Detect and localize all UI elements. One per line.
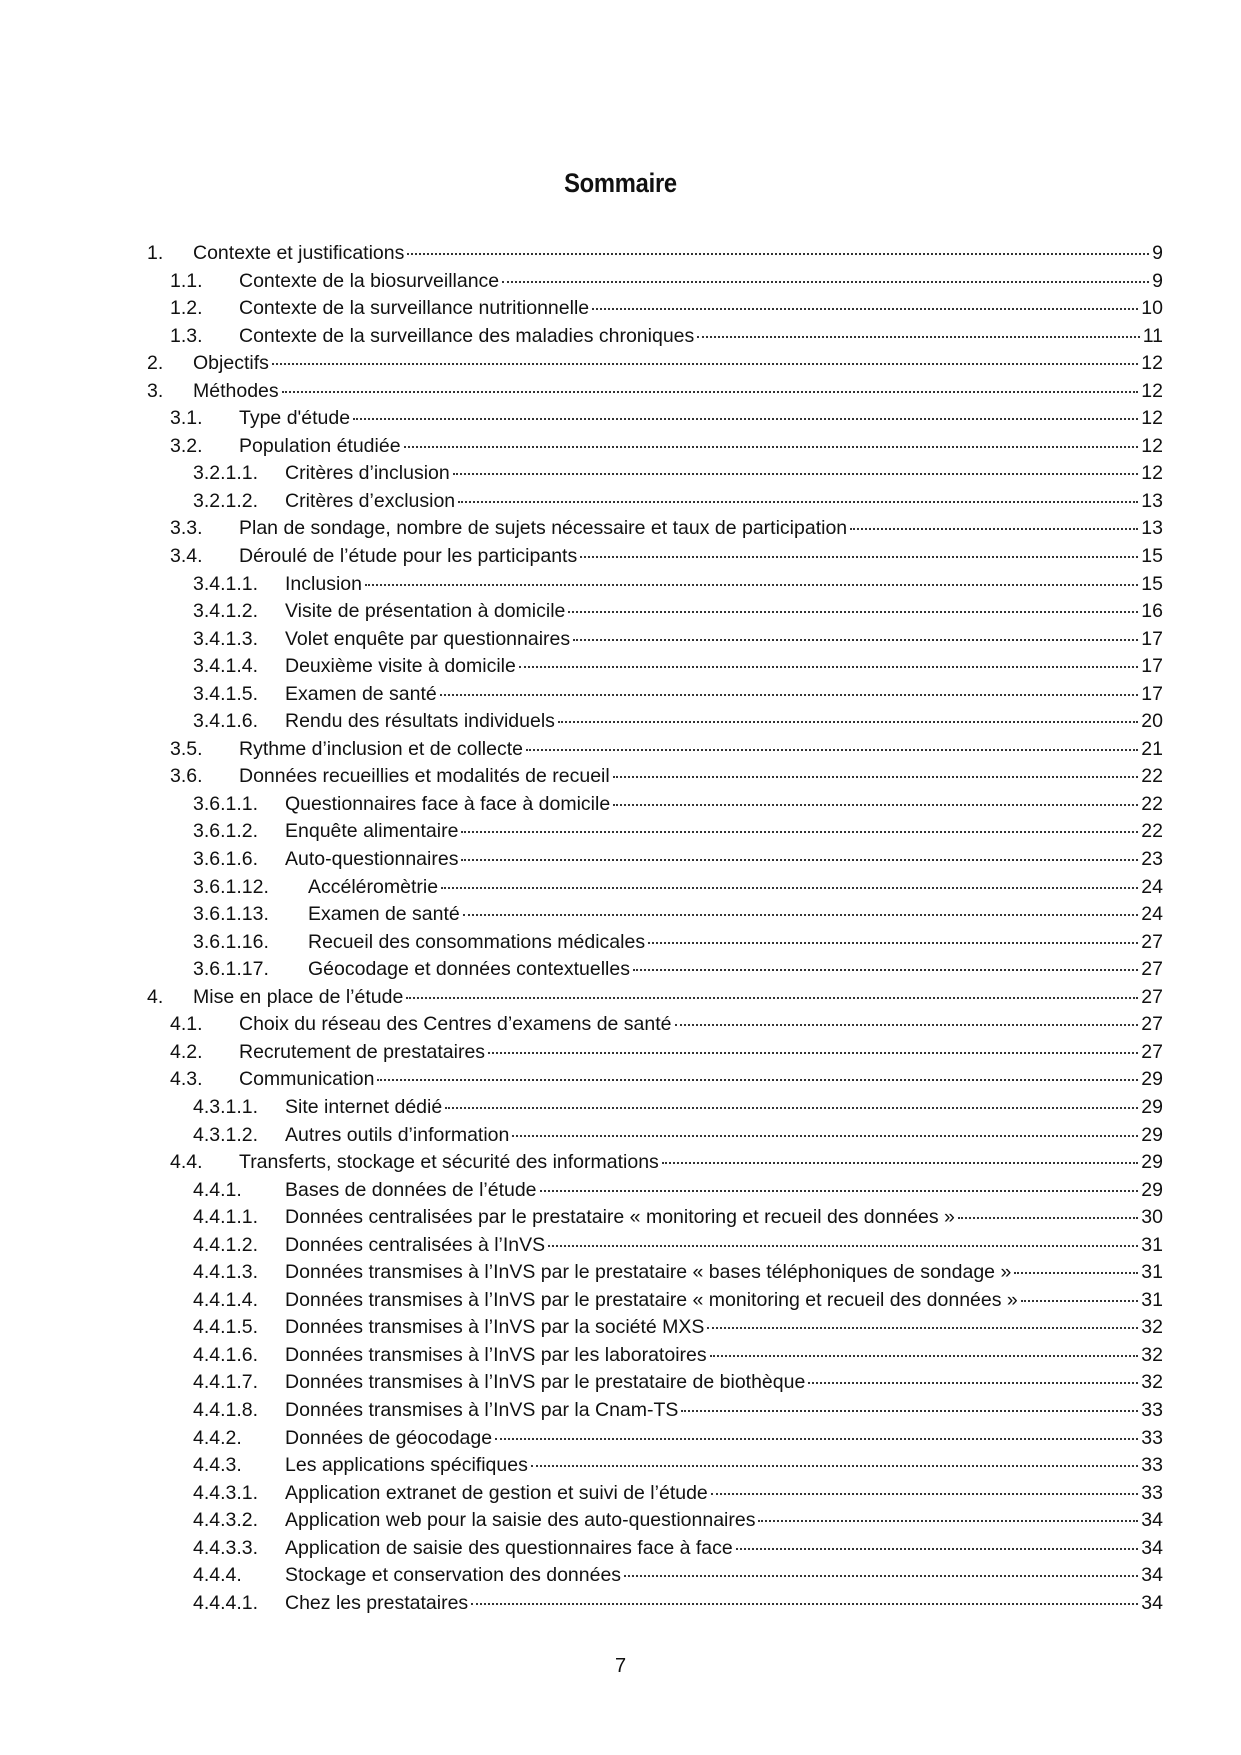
dot-leader <box>624 1575 1138 1577</box>
toc-entry-number: 4.4.1.2. <box>193 1233 259 1256</box>
toc-entry[interactable] <box>147 1149 1163 1177</box>
toc-entry[interactable] <box>147 488 1163 516</box>
dot-leader <box>1014 1272 1138 1274</box>
dot-leader <box>488 1052 1138 1054</box>
toc-entry-page: 15 <box>1141 545 1163 568</box>
toc-entry-number: 4.3.1.2. <box>193 1123 259 1146</box>
toc-entry[interactable] <box>147 571 1163 599</box>
toc-entry-title: Données transmises à l’InVS par la société MXS <box>285 1316 705 1339</box>
toc-entry-number: 1.2. <box>170 297 203 320</box>
dot-leader <box>495 1438 1138 1440</box>
toc-entry-page: 29 <box>1141 1151 1163 1174</box>
toc-entry-title: Stockage et conservation des données <box>285 1564 622 1587</box>
toc-entry-page: 23 <box>1141 848 1163 871</box>
toc-entry-number: 4.4.1.4. <box>193 1288 259 1311</box>
toc-entry[interactable] <box>147 1425 1163 1453</box>
toc-entry-number: 4.4.3.3. <box>193 1536 259 1559</box>
toc-entry-number: 4.4.1. <box>193 1178 242 1201</box>
dot-leader <box>440 694 1139 696</box>
toc-entry[interactable] <box>147 378 1163 406</box>
toc-entry-number: 3.6.1.6. <box>193 848 259 871</box>
dot-leader <box>758 1520 1138 1522</box>
toc-entry-title: Données transmises à l’InVS par le prestataire de biothèque <box>285 1371 806 1394</box>
toc-entry[interactable] <box>147 1535 1163 1563</box>
toc-entry-number: 4.1. <box>170 1013 203 1036</box>
toc-entry-title: Contexte de la surveillance des maladies chroniques <box>239 324 695 347</box>
toc-entry-number: 1.1. <box>170 269 203 292</box>
page-title: Sommaire <box>564 168 677 198</box>
toc-entry-page: 31 <box>1141 1233 1163 1256</box>
toc-entry-page: 34 <box>1141 1591 1163 1614</box>
toc-entry[interactable] <box>147 929 1163 957</box>
toc-entry-page: 22 <box>1141 792 1163 815</box>
dot-leader <box>558 721 1138 723</box>
toc-entry-number: 4.4.1.8. <box>193 1398 259 1421</box>
dot-leader <box>850 528 1138 530</box>
toc-entry[interactable] <box>147 295 1163 323</box>
toc-entry-page: 17 <box>1141 627 1163 650</box>
toc-entry[interactable] <box>147 543 1163 571</box>
toc-entry-page: 29 <box>1141 1178 1163 1201</box>
dot-leader <box>573 639 1138 641</box>
toc-entry-number: 3.2.1.2. <box>193 489 259 512</box>
dot-leader <box>548 1245 1138 1247</box>
toc-entry-page: 32 <box>1141 1316 1163 1339</box>
toc-entry-page: 32 <box>1141 1343 1163 1366</box>
dot-leader <box>461 859 1138 861</box>
toc-entry[interactable] <box>147 433 1163 461</box>
toc-entry-page: 12 <box>1141 379 1163 402</box>
toc-entry-number: 3.4.1.6. <box>193 710 259 733</box>
toc-entry-number: 4.4.1.6. <box>193 1343 259 1366</box>
toc-entry-page: 32 <box>1141 1371 1163 1394</box>
toc-entry[interactable] <box>147 956 1163 984</box>
toc-entry-number: 3.4.1.1. <box>193 572 259 595</box>
toc-entry[interactable] <box>147 1562 1163 1590</box>
toc-entry-number: 4.4.1.7. <box>193 1371 259 1394</box>
toc-entry-title: Données transmises à l’InVS par le prestataire « bases téléphoniques de sondage » <box>285 1261 1012 1284</box>
toc-entry-title: Auto-questionnaires <box>285 848 459 871</box>
toc-entry-page: 33 <box>1141 1454 1163 1477</box>
dot-leader <box>519 666 1138 668</box>
toc-entry[interactable] <box>147 460 1163 488</box>
toc-entry[interactable] <box>147 268 1163 296</box>
toc-entry-page: 31 <box>1141 1261 1163 1284</box>
dot-leader <box>613 804 1138 806</box>
toc-entry-title: Application de saisie des questionnaires face à face <box>285 1536 733 1559</box>
toc-entry[interactable] <box>147 901 1163 929</box>
dot-leader <box>445 1107 1138 1109</box>
toc-entry-number: 3.4.1.5. <box>193 682 259 705</box>
toc-entry-number: 4.4.3.2. <box>193 1509 259 1532</box>
toc-entry-page: 34 <box>1141 1564 1163 1587</box>
dot-leader <box>282 391 1139 393</box>
toc-entry[interactable] <box>147 598 1163 626</box>
toc-entry-page: 12 <box>1141 462 1163 485</box>
toc-entry-number: 4.4.1.5. <box>193 1316 259 1339</box>
toc-entry-page: 17 <box>1141 655 1163 678</box>
dot-leader <box>1021 1300 1139 1302</box>
toc-entry-page: 31 <box>1141 1288 1163 1311</box>
toc-entry[interactable] <box>147 405 1163 433</box>
toc-entry-number: 3.4.1.3. <box>193 627 259 650</box>
toc-entry-page: 15 <box>1141 572 1163 595</box>
page-number: 7 <box>614 1655 627 1677</box>
toc-entry-page: 27 <box>1141 985 1163 1008</box>
toc-entry-title: Examen de santé <box>285 682 437 705</box>
toc-entry[interactable] <box>147 1122 1163 1150</box>
toc-entry-page: 33 <box>1141 1398 1163 1421</box>
toc-entry[interactable] <box>147 653 1163 681</box>
toc-entry[interactable] <box>147 1287 1163 1315</box>
dot-leader <box>458 501 1138 503</box>
dot-leader <box>502 281 1149 283</box>
toc-entry-title: Population étudiée <box>239 434 401 457</box>
toc-entry[interactable] <box>147 1039 1163 1067</box>
toc-entry-title: Visite de présentation à domicile <box>285 600 566 623</box>
toc-entry-title: Examen de santé <box>308 903 460 926</box>
toc-entry-number: 3.2. <box>170 434 203 457</box>
toc-entry[interactable] <box>147 681 1163 709</box>
dot-leader <box>453 473 1139 475</box>
dot-leader <box>353 418 1138 420</box>
dot-leader <box>697 336 1139 338</box>
toc-entry-page: 16 <box>1141 600 1163 623</box>
toc-entry[interactable] <box>147 1232 1163 1260</box>
toc-entry-page: 27 <box>1141 1013 1163 1036</box>
toc-entry-number: 3.4.1.2. <box>193 600 259 623</box>
toc-entry-title: Plan de sondage, nombre de sujets nécessaire et taux de participation <box>239 517 848 540</box>
toc-entry[interactable] <box>147 791 1163 819</box>
toc-entry-title: Enquête alimentaire <box>285 820 459 843</box>
toc-entry[interactable] <box>147 1397 1163 1425</box>
toc-entry[interactable] <box>147 1204 1163 1232</box>
toc-entry-title: Objectifs <box>193 352 269 375</box>
toc-entry[interactable] <box>147 1314 1163 1342</box>
toc-entry[interactable] <box>147 846 1163 874</box>
dot-leader <box>675 1024 1139 1026</box>
toc-entry-page: 9 <box>1152 242 1163 264</box>
toc-entry[interactable] <box>147 350 1163 378</box>
toc-entry-number: 4.4.4.1. <box>193 1591 259 1614</box>
toc-entry-number: 3.1. <box>170 407 203 430</box>
dot-leader <box>613 776 1139 778</box>
toc-entry-title: Recueil des consommations médicales <box>308 930 646 953</box>
toc-entry-page: 29 <box>1141 1068 1163 1091</box>
table-of-contents <box>147 240 1163 1617</box>
toc-entry-title: Transferts, stockage et sécurité des informations <box>239 1151 659 1174</box>
toc-entry[interactable] <box>147 1342 1163 1370</box>
toc-entry-number: 3.6.1.1. <box>193 792 259 815</box>
toc-entry[interactable] <box>147 1177 1163 1205</box>
toc-entry-number: 3. <box>147 379 164 402</box>
toc-entry-number: 4.4.4. <box>193 1564 242 1587</box>
dot-leader <box>707 1327 1138 1329</box>
toc-entry-title: Données centralisées à l’InVS <box>285 1233 546 1256</box>
toc-entry-number: 3.6. <box>170 765 203 788</box>
toc-entry-number: 3.4. <box>170 545 203 568</box>
dot-leader <box>681 1410 1138 1412</box>
toc-entry-title: Données centralisées par le prestataire « monitoring et recueil des données » <box>285 1206 955 1229</box>
toc-entry-number: 4.3.1.1. <box>193 1095 259 1118</box>
toc-entry-page: 12 <box>1141 407 1163 430</box>
toc-entry-title: Contexte de la biosurveillance <box>239 269 500 292</box>
toc-entry-page: 27 <box>1141 930 1163 953</box>
toc-entry-number: 4.4.2. <box>193 1426 242 1449</box>
toc-entry-number: 4.2. <box>170 1040 203 1063</box>
toc-entry[interactable] <box>147 626 1163 654</box>
toc-entry-page: 34 <box>1141 1536 1163 1559</box>
toc-entry-title: Accéléromètrie <box>308 875 439 898</box>
dot-leader <box>512 1135 1138 1137</box>
toc-entry-number: 4.3. <box>170 1068 203 1091</box>
toc-entry-page: 22 <box>1141 820 1163 843</box>
toc-entry-number: 3.4.1.4. <box>193 655 259 678</box>
toc-entry-page: 21 <box>1141 737 1163 760</box>
toc-entry[interactable] <box>147 1480 1163 1508</box>
toc-entry-title: Application web pour la saisie des auto-questionnaires <box>285 1509 756 1532</box>
toc-entry[interactable] <box>147 1259 1163 1287</box>
toc-entry-page: 13 <box>1141 517 1163 540</box>
toc-entry[interactable] <box>147 874 1163 902</box>
toc-entry-number: 3.6.1.16. <box>193 930 269 953</box>
toc-entry-page: 27 <box>1141 958 1163 981</box>
toc-entry-title: Données transmises à l’InVS par le prestataire « monitoring et recueil des données » <box>285 1288 1018 1311</box>
dot-leader <box>365 584 1138 586</box>
dot-leader <box>526 749 1138 751</box>
toc-entry-number: 4.4.1.3. <box>193 1261 259 1284</box>
toc-entry-number: 3.6.1.12. <box>193 875 269 898</box>
toc-entry-page: 13 <box>1141 489 1163 512</box>
toc-entry-title: Inclusion <box>285 572 362 595</box>
dot-leader <box>648 942 1138 944</box>
toc-entry-page: 24 <box>1141 875 1163 898</box>
toc-entry-title: Critères d’exclusion <box>285 489 456 512</box>
toc-entry[interactable] <box>147 1066 1163 1094</box>
toc-entry-title: Chez les prestataires <box>285 1591 469 1614</box>
dot-leader <box>406 997 1138 999</box>
toc-entry-page: 34 <box>1141 1509 1163 1532</box>
toc-entry-title: Rendu des résultats individuels <box>285 710 555 733</box>
toc-entry-number: 3.2.1.1. <box>193 462 259 485</box>
toc-entry-title: Contexte de la surveillance nutritionnelle <box>239 297 590 320</box>
toc-entry-title: Bases de données de l’étude <box>285 1178 537 1201</box>
toc-entry[interactable] <box>147 763 1163 791</box>
toc-entry-page: 12 <box>1141 434 1163 457</box>
toc-entry-number: 4.4. <box>170 1151 203 1174</box>
toc-entry-title: Choix du réseau des Centres d’examens de santé <box>239 1013 672 1036</box>
toc-entry[interactable] <box>147 736 1163 764</box>
toc-entry-title: Contexte et justifications <box>193 242 405 264</box>
dot-leader <box>272 363 1138 365</box>
toc-entry-page: 29 <box>1141 1095 1163 1118</box>
toc-entry-title: Questionnaires face à face à domicile <box>285 792 611 815</box>
toc-entry-title: Déroulé de l’étude pour les participants <box>239 545 578 568</box>
toc-entry[interactable] <box>147 1507 1163 1535</box>
dot-leader <box>377 1079 1138 1081</box>
toc-entry-title: Recrutement de prestataires <box>239 1040 486 1063</box>
toc-entry-title: Méthodes <box>193 379 279 402</box>
toc-entry-number: 3.6.1.17. <box>193 958 269 981</box>
toc-entry[interactable] <box>147 515 1163 543</box>
toc-entry-title: Communication <box>239 1068 375 1091</box>
dot-leader <box>633 969 1138 971</box>
toc-entry-number: 3.3. <box>170 517 203 540</box>
toc-entry-title: Type d'étude <box>239 407 351 430</box>
toc-entry-title: Critères d’inclusion <box>285 462 450 485</box>
dot-leader <box>592 308 1138 310</box>
toc-entry-page: 27 <box>1141 1040 1163 1063</box>
toc-entry-page: 33 <box>1141 1426 1163 1449</box>
toc-entry[interactable] <box>147 1094 1163 1122</box>
dot-leader <box>710 1355 1139 1357</box>
dot-leader <box>808 1382 1138 1384</box>
toc-entry-number: 3.6.1.13. <box>193 903 269 926</box>
toc-entry-title: Géocodage et données contextuelles <box>308 958 630 981</box>
dot-leader <box>540 1190 1139 1192</box>
toc-entry-title: Données de géocodage <box>285 1426 493 1449</box>
dot-leader <box>531 1465 1138 1467</box>
dot-leader <box>407 253 1149 255</box>
toc-entry-title: Mise en place de l’étude <box>193 985 404 1008</box>
toc-entry-title: Rythme d’inclusion et de collecte <box>239 737 523 760</box>
toc-entry-page: 10 <box>1141 297 1163 320</box>
toc-entry-title: Autres outils d’information <box>285 1123 510 1146</box>
dot-leader <box>580 556 1138 558</box>
dot-leader <box>711 1493 1139 1495</box>
toc-entry-number: 3.5. <box>170 737 203 760</box>
toc-entry-title: Données recueillies et modalités de recueil <box>239 765 610 788</box>
toc-entry-page: 22 <box>1141 765 1163 788</box>
toc-entry-page: 29 <box>1141 1123 1163 1146</box>
dot-leader <box>441 887 1138 889</box>
toc-entry-number: 1. <box>147 242 164 264</box>
toc-entry-title: Application extranet de gestion et suivi de l’étude <box>285 1481 708 1504</box>
dot-leader <box>662 1162 1139 1164</box>
toc-entry-title: Données transmises à l’InVS par la Cnam-TS <box>285 1398 679 1421</box>
toc-entry-number: 4.4.1.1. <box>193 1206 259 1229</box>
toc-entry-number: 1.3. <box>170 324 203 347</box>
dot-leader <box>568 611 1138 613</box>
toc-entry[interactable] <box>147 818 1163 846</box>
toc-entry[interactable] <box>147 984 1163 1012</box>
toc-entry[interactable] <box>147 240 1163 268</box>
toc-entry-number: 2. <box>147 352 164 375</box>
dot-leader <box>958 1217 1138 1219</box>
toc-entry-title: Volet enquête par questionnaires <box>285 627 571 650</box>
toc-entry-page: 9 <box>1152 269 1163 292</box>
toc-entry-title: Deuxième visite à domicile <box>285 655 516 678</box>
toc-entry-page: 12 <box>1141 352 1163 375</box>
toc-entry-page: 20 <box>1141 710 1163 733</box>
dot-leader <box>461 831 1138 833</box>
toc-entry-title: Données transmises à l’InVS par les laboratoires <box>285 1343 707 1366</box>
toc-entry-number: 4. <box>147 985 164 1008</box>
toc-entry-page: 30 <box>1141 1206 1163 1229</box>
toc-entry-page: 11 <box>1142 324 1163 347</box>
toc-entry[interactable] <box>147 323 1163 351</box>
toc-entry-title: Site internet dédié <box>285 1095 443 1118</box>
toc-entry-page: 17 <box>1141 682 1163 705</box>
toc-entry[interactable] <box>147 1590 1163 1618</box>
toc-entry-page: 24 <box>1141 903 1163 926</box>
toc-entry-number: 3.6.1.2. <box>193 820 259 843</box>
toc-entry[interactable] <box>147 1452 1163 1480</box>
toc-entry-page: 33 <box>1141 1481 1163 1504</box>
dot-leader <box>404 446 1139 448</box>
dot-leader <box>736 1548 1139 1550</box>
toc-entry[interactable] <box>147 708 1163 736</box>
toc-entry[interactable] <box>147 1011 1163 1039</box>
toc-entry-number: 4.4.3.1. <box>193 1481 259 1504</box>
toc-entry[interactable] <box>147 1369 1163 1397</box>
toc-entry-number: 4.4.3. <box>193 1454 242 1477</box>
dot-leader <box>471 1603 1138 1605</box>
dot-leader <box>463 914 1139 916</box>
toc-entry-title: Les applications spécifiques <box>285 1454 528 1477</box>
